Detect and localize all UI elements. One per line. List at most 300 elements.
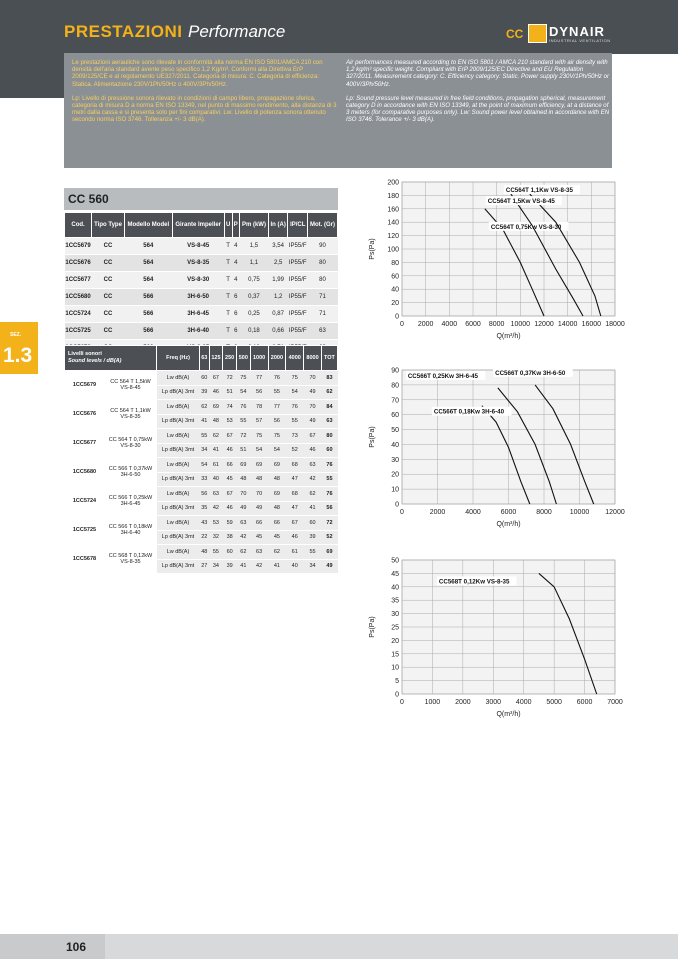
spec-col-header: Mot. (Gr): [308, 213, 338, 238]
spec-cell: 80: [308, 272, 338, 289]
noise-model-impeller: 3H-6-50: [120, 472, 141, 478]
spec-table-title: CC 560: [64, 188, 338, 210]
info-italian: [72, 59, 337, 131]
y-axis-label: Ps(Pa): [369, 426, 376, 448]
noise-lw-value: 70: [236, 487, 250, 502]
spec-cell: 1CC5677: [65, 272, 92, 289]
spec-cell: VS-8-30: [172, 272, 224, 289]
noise-lp-value: 40: [209, 472, 223, 487]
spec-row: [65, 272, 338, 289]
x-tick-label: 4000: [441, 321, 458, 328]
spec-cell: 4: [232, 272, 239, 289]
noise-model-impeller: VS-8-45: [120, 385, 141, 391]
y-tick-label: 40: [391, 286, 399, 294]
spec-cell: CC: [92, 272, 125, 289]
x-tick-label: 5000: [546, 699, 562, 706]
y-tick-label: 50: [391, 427, 399, 435]
noise-lp-value: 33: [200, 472, 210, 487]
spec-cell: 0,75: [240, 272, 269, 289]
x-axis-label: Q(m³/h): [496, 333, 521, 340]
noise-lw-value: 62: [236, 545, 250, 560]
noise-lw-value: 76: [321, 458, 337, 473]
y-tick-label: 10: [391, 664, 399, 672]
noise-title-it: Livelli sonori: [68, 351, 102, 357]
y-tick-label: 120: [387, 233, 399, 241]
noise-lw-value: 61: [286, 545, 304, 560]
spec-cell: 4: [232, 255, 239, 272]
y-tick-label: 160: [387, 206, 399, 214]
x-tick-label: 1000: [424, 699, 441, 706]
section-label: SEZ.: [10, 332, 22, 338]
y-tick-label: 200: [387, 179, 399, 187]
performance-chart-cc568: [362, 552, 632, 754]
noise-lw-value: 61: [209, 458, 223, 473]
spec-cell: 6: [232, 306, 239, 323]
spec-col-header: P: [232, 213, 239, 238]
noise-code: 1CC5676: [65, 400, 105, 429]
spec-cell: 1CC5680: [65, 289, 92, 306]
noise-lp-label: Lp dB(A) 3mt: [157, 414, 200, 429]
noise-lp-value: 49: [304, 385, 322, 400]
freq-col-header: 2000: [268, 346, 286, 371]
section-number: 1.3: [3, 344, 33, 367]
noise-lp-label: Lp dB(A) 3mt: [157, 559, 200, 574]
noise-lw-value: 63: [209, 487, 223, 502]
noise-model: [105, 487, 157, 516]
noise-lp-value: 57: [250, 414, 268, 429]
noise-lp-value: 45: [223, 472, 237, 487]
spec-cell: T: [224, 255, 232, 272]
noise-model: [105, 516, 157, 545]
noise-lw-value: 76: [236, 400, 250, 415]
freq-col-header: 4000: [286, 346, 304, 371]
noise-table-header: [65, 346, 338, 371]
noise-lp-value: 55: [321, 472, 337, 487]
noise-lw-value: 68: [286, 458, 304, 473]
spec-cell: CC: [92, 255, 125, 272]
noise-lp-value: 39: [304, 530, 322, 545]
noise-lp-value: 54: [250, 443, 268, 458]
x-tick-label: 6000: [500, 509, 517, 516]
noise-model-name: CC 564 T 0,75kW: [108, 436, 153, 443]
performance-chart-cc564: [362, 175, 632, 347]
spec-cell: 1,99: [268, 272, 288, 289]
noise-model-impeller: VS-8-30: [120, 443, 141, 449]
noise-lw-value: 62: [200, 400, 210, 415]
x-tick-label: 4000: [515, 699, 532, 706]
y-tick-label: 80: [391, 382, 399, 390]
spec-cell: 1,1: [240, 255, 269, 272]
spec-cell: 1CC5725: [65, 323, 92, 340]
y-axis-label: Ps(Pa): [369, 238, 376, 260]
noise-lw-label: Lw dB(A): [157, 371, 200, 386]
x-tick-label: 14000: [557, 321, 578, 328]
spec-cell: T: [224, 323, 232, 340]
noise-lw-value: 67: [223, 429, 237, 444]
noise-lp-value: 34: [304, 559, 322, 574]
noise-model-name: CC 566 T 0,18kW: [108, 523, 153, 530]
noise-lp-value: 62: [321, 385, 337, 400]
noise-lp-value: 22: [200, 530, 210, 545]
noise-lw-value: 53: [209, 516, 223, 531]
noise-lp-value: 47: [286, 472, 304, 487]
noise-lw-value: 69: [250, 458, 268, 473]
noise-lw-value: 59: [223, 516, 237, 531]
noise-lp-label: Lp dB(A) 3mt: [157, 501, 200, 516]
noise-lp-value: 54: [286, 385, 304, 400]
noise-lp-value: 60: [321, 443, 337, 458]
spec-cell: 63: [308, 323, 338, 340]
spec-cell: T: [224, 272, 232, 289]
noise-lp-value: 55: [286, 414, 304, 429]
noise-lp-value: 51: [223, 385, 237, 400]
spec-cell: 0,37: [240, 289, 269, 306]
noise-lw-label: Lw dB(A): [157, 400, 200, 415]
noise-row-lw: [65, 371, 338, 386]
noise-lp-value: 45: [250, 530, 268, 545]
spec-cell: T: [224, 306, 232, 323]
freq-label: Freq (Hz): [157, 346, 200, 371]
y-tick-label: 25: [391, 624, 399, 632]
y-tick-label: 10: [391, 486, 399, 494]
noise-lw-value: 69: [321, 545, 337, 560]
brand-name: DYNAIR: [549, 24, 605, 39]
noise-lw-value: 55: [200, 429, 210, 444]
y-tick-label: 30: [391, 611, 399, 619]
noise-row-lw: [65, 400, 338, 415]
noise-lw-value: 70: [304, 371, 322, 386]
x-tick-label: 18000: [605, 321, 625, 328]
noise-lp-value: 48: [209, 414, 223, 429]
noise-lw-value: 70: [250, 487, 268, 502]
noise-lw-value: 54: [200, 458, 210, 473]
noise-lw-value: 77: [268, 400, 286, 415]
noise-lp-label: Lp dB(A) 3mt: [157, 530, 200, 545]
noise-row-lw: [65, 545, 338, 560]
freq-col-header: 125: [209, 346, 223, 371]
spec-cell: 3H-6-45: [172, 306, 224, 323]
noise-model-impeller: VS-8-35: [120, 559, 141, 565]
noise-lw-value: 73: [286, 429, 304, 444]
y-tick-label: 0: [395, 691, 399, 699]
noise-lp-value: 41: [236, 559, 250, 574]
spec-cell: 80: [308, 255, 338, 272]
noise-lw-value: 69: [209, 400, 223, 415]
spec-col-header: Girante Impeller: [172, 213, 224, 238]
noise-lp-value: 42: [236, 530, 250, 545]
noise-lp-value: 52: [286, 443, 304, 458]
noise-lp-value: 49: [236, 501, 250, 516]
noise-row-lw: [65, 429, 338, 444]
noise-lw-value: 76: [268, 371, 286, 386]
noise-lw-value: 63: [304, 458, 322, 473]
noise-lp-value: 41: [304, 501, 322, 516]
spec-cell: VS-8-35: [172, 255, 224, 272]
info-it-paragraph-1: Le prestazioni aerauliche sono rilevate in conformità alla norma EN ISO 5801/AMCA 210 con densità dell'aria standard avente peso specifico 1,2 Kg/m³. Conformi alla Direttiva ErP 2009/125/CE e al regolamento UE327/2011. Categoria di misura: C. Categoria di efficienza: Statica. Alimentazione 230V/1Ph/50Hz o 400V/3Ph/50Hz.: [72, 59, 323, 88]
noise-lw-value: 66: [223, 458, 237, 473]
noise-model-impeller: 3H-6-40: [120, 530, 141, 536]
noise-lp-value: 53: [223, 414, 237, 429]
noise-lw-value: 78: [250, 400, 268, 415]
x-tick-label: 0: [400, 699, 404, 706]
x-tick-label: 7000: [607, 699, 623, 706]
noise-lp-value: 55: [268, 385, 286, 400]
info-en-paragraph-1: Air performances measured according to EN ISO 5801 / AMCA 210 standard with air density with 1,2 kg/m³ specific weight. Compliant with ErP 2009/125/EC Directive and EU Regulation 327/2011. Measurement category: C. Efficiency category: Static. Power supply 230V/1Ph/50Hz or 400V/3Ph/50Hz.: [346, 59, 610, 88]
header-corner: [612, 54, 678, 98]
noise-lp-value: 27: [200, 559, 210, 574]
y-tick-label: 35: [391, 597, 399, 605]
noise-lw-label: Lw dB(A): [157, 429, 200, 444]
x-tick-label: 2000: [455, 699, 471, 706]
spec-cell: 1,2: [268, 289, 288, 306]
noise-lw-value: 77: [250, 371, 268, 386]
x-tick-label: 4000: [465, 509, 481, 516]
noise-lp-value: 42: [304, 472, 322, 487]
x-tick-label: 8000: [536, 509, 552, 516]
spec-cell: CC: [92, 238, 125, 255]
noise-lw-value: 66: [268, 516, 286, 531]
spec-col-header: IP/CL: [288, 213, 308, 238]
noise-lw-value: 68: [286, 487, 304, 502]
noise-model: [105, 429, 157, 458]
noise-lp-value: 48: [250, 472, 268, 487]
brand-tagline: INDUSTRIAL VENTILATION: [549, 38, 611, 43]
spec-row: [65, 238, 338, 255]
noise-lp-value: 56: [268, 414, 286, 429]
noise-lw-value: 56: [200, 487, 210, 502]
info-english: [346, 59, 611, 131]
noise-row-lw: [65, 458, 338, 473]
noise-lp-value: 48: [268, 501, 286, 516]
noise-lp-label: Lp dB(A) 3mt: [157, 443, 200, 458]
noise-lw-value: 76: [286, 400, 304, 415]
y-tick-label: 45: [391, 570, 399, 578]
series-label: CC566T 0,37Kw 3H-6-50: [495, 369, 566, 377]
spec-cell: 0,25: [240, 306, 269, 323]
spec-row: [65, 323, 338, 340]
info-en-paragraph-2: Lp: Sound pressure level measured in free field conditions, propagation spherical, measurement category D in accordance with EN ISO 13349, at the point of maximum efficiency, at a distance of 3 meters (for comparative purposes only). Lw: Sound power level obtained in accordance with EN ISO 3746. Tolerance +/- 3 dB(A).: [346, 94, 610, 124]
noise-model-impeller: VS-8-35: [120, 414, 141, 420]
noise-lp-value: 41: [209, 443, 223, 458]
performance-chart-cc566: [362, 362, 632, 534]
freq-col-header: 500: [236, 346, 250, 371]
noise-lw-label: Lw dB(A): [157, 487, 200, 502]
spec-row: [65, 255, 338, 272]
noise-lw-value: 67: [304, 429, 322, 444]
spec-cell: IP55/F: [288, 272, 308, 289]
spec-cell: 1CC5676: [65, 255, 92, 272]
section-tab: [0, 322, 38, 374]
page-title: PRESTAZIONI: [64, 22, 183, 41]
noise-lp-value: 49: [321, 559, 337, 574]
spec-cell: 3,54: [268, 238, 288, 255]
noise-lw-value: 69: [268, 487, 286, 502]
noise-lw-value: 76: [321, 487, 337, 502]
spec-col-header: U: [224, 213, 232, 238]
series-label: CC566T 0,18Kw 3H-6-40: [433, 408, 505, 416]
noise-lp-value: 35: [200, 501, 210, 516]
noise-lw-value: 75: [250, 429, 268, 444]
x-tick-label: 6000: [465, 321, 481, 328]
series-label: CC564T 1,1Kw VS-8-35: [505, 187, 573, 195]
spec-cell: 71: [308, 289, 338, 306]
freq-col-header: TOT: [321, 346, 337, 371]
spec-cell: 2,5: [268, 255, 288, 272]
noise-lp-value: 38: [223, 530, 237, 545]
noise-lp-value: 46: [304, 443, 322, 458]
spec-cell: 566: [124, 323, 172, 340]
spec-cell: 1CC5679: [65, 238, 92, 255]
noise-lp-value: 56: [321, 501, 337, 516]
noise-code: 1CC5677: [65, 429, 105, 458]
x-tick-label: 0: [400, 509, 404, 516]
x-tick-label: 6000: [576, 699, 593, 706]
noise-model-name: CC 564 T 1,5kW: [110, 378, 151, 385]
y-tick-label: 0: [395, 501, 399, 509]
y-tick-label: 40: [391, 441, 399, 449]
noise-model: [105, 545, 157, 574]
noise-table-title: [65, 346, 157, 371]
y-tick-label: 100: [387, 246, 399, 254]
x-tick-label: 12000: [605, 509, 625, 516]
noise-lp-value: 41: [268, 559, 286, 574]
noise-lw-value: 55: [304, 545, 322, 560]
noise-lw-label: Lw dB(A): [157, 458, 200, 473]
noise-code: 1CC5725: [65, 516, 105, 545]
series-label: CC568T 0,12Kw VS-8-35: [438, 578, 510, 586]
y-tick-label: 15: [391, 651, 399, 659]
page-number-box: [0, 934, 105, 959]
noise-lw-value: 60: [304, 516, 322, 531]
spec-cell: 3H-6-40: [172, 323, 224, 340]
x-tick-label: 3000: [485, 699, 502, 706]
spec-table-header: [65, 213, 338, 238]
noise-model: [105, 458, 157, 487]
y-tick-label: 50: [391, 557, 399, 565]
x-tick-label: 10000: [569, 509, 590, 516]
spec-cell: VS-8-45: [172, 238, 224, 255]
spec-table-body: [65, 238, 338, 357]
spec-cell: CC: [92, 323, 125, 340]
brand-logo: [528, 24, 616, 46]
x-tick-label: 16000: [581, 321, 602, 328]
spec-cell: 566: [124, 306, 172, 323]
y-tick-label: 5: [395, 678, 399, 686]
spec-cell: T: [224, 289, 232, 306]
noise-lp-value: 39: [200, 385, 210, 400]
noise-model-name: CC 568 T 0,12kW: [108, 552, 153, 559]
noise-lw-value: 83: [321, 371, 337, 386]
spec-cell: T: [224, 238, 232, 255]
spec-cell: IP55/F: [288, 238, 308, 255]
spec-cell: 0,87: [268, 306, 288, 323]
spec-cell: 6: [232, 323, 239, 340]
noise-lp-value: 49: [250, 501, 268, 516]
noise-lw-value: 43: [200, 516, 210, 531]
x-axis-label: Q(m³/h): [496, 711, 521, 718]
spec-cell: CC: [92, 289, 125, 306]
noise-lw-value: 75: [286, 371, 304, 386]
y-tick-label: 60: [391, 273, 399, 281]
noise-code: 1CC5680: [65, 458, 105, 487]
spec-cell: 0,66: [268, 323, 288, 340]
x-tick-label: 2000: [429, 509, 446, 516]
noise-lw-value: 70: [304, 400, 322, 415]
noise-lp-value: 48: [236, 472, 250, 487]
noise-lw-value: 60: [223, 545, 237, 560]
x-tick-label: 10000: [510, 321, 531, 328]
noise-lp-value: 34: [209, 559, 223, 574]
series-label: CC564T 0,75Kw VS-8-30: [490, 223, 562, 231]
spec-row: [65, 289, 338, 306]
noise-lp-label: Lp dB(A) 3mt: [157, 385, 200, 400]
page-subtitle: Performance: [188, 22, 286, 41]
spec-cell: 71: [308, 306, 338, 323]
spec-cell: IP55/F: [288, 323, 308, 340]
noise-lp-value: 46: [223, 501, 237, 516]
y-tick-label: 70: [391, 397, 399, 405]
noise-lp-value: 42: [250, 559, 268, 574]
y-tick-label: 180: [387, 192, 399, 200]
y-tick-label: 20: [391, 637, 399, 645]
noise-lw-value: 84: [321, 400, 337, 415]
noise-model: [105, 371, 157, 400]
spec-cell: 0,18: [240, 323, 269, 340]
noise-lw-value: 62: [304, 487, 322, 502]
noise-row-lw: [65, 516, 338, 531]
noise-lp-value: 42: [209, 501, 223, 516]
noise-lw-value: 67: [286, 516, 304, 531]
y-axis-label: Ps(Pa): [369, 616, 376, 638]
noise-lw-value: 66: [250, 516, 268, 531]
noise-model-name: CC 564 T 1,1kW: [110, 407, 151, 414]
x-tick-label: 0: [400, 321, 404, 328]
noise-lw-value: 74: [223, 400, 237, 415]
spec-cell: CC: [92, 306, 125, 323]
noise-lw-label: Lw dB(A): [157, 516, 200, 531]
y-tick-label: 140: [387, 219, 399, 227]
spec-row: [65, 306, 338, 323]
spec-cell: 564: [124, 255, 172, 272]
noise-table: [64, 345, 338, 574]
noise-row-lw: [65, 487, 338, 502]
info-box: [64, 53, 612, 168]
spec-col-header: Modello Model: [124, 213, 172, 238]
x-tick-label: 2000: [417, 321, 434, 328]
freq-col-header: 63: [200, 346, 210, 371]
spec-col-header: Pm (kW): [240, 213, 269, 238]
noise-lw-value: 62: [268, 545, 286, 560]
noise-table-body: [65, 371, 338, 574]
x-tick-label: 8000: [488, 321, 505, 328]
y-tick-label: 60: [391, 412, 399, 420]
noise-lw-value: 63: [250, 545, 268, 560]
spec-cell: 566: [124, 289, 172, 306]
freq-col-header: 8000: [304, 346, 322, 371]
spec-cell: IP55/F: [288, 306, 308, 323]
noise-code: 1CC5724: [65, 487, 105, 516]
noise-lw-value: 72: [236, 429, 250, 444]
noise-model-name: CC 566 T 0,25kW: [108, 494, 153, 501]
noise-lp-value: 52: [321, 530, 337, 545]
y-tick-label: 80: [391, 259, 399, 267]
freq-col-header: 250: [223, 346, 237, 371]
noise-lw-value: 72: [223, 371, 237, 386]
noise-lw-value: 60: [200, 371, 210, 386]
spec-cell: 564: [124, 272, 172, 289]
noise-lw-value: 72: [321, 516, 337, 531]
noise-lp-value: 54: [236, 385, 250, 400]
